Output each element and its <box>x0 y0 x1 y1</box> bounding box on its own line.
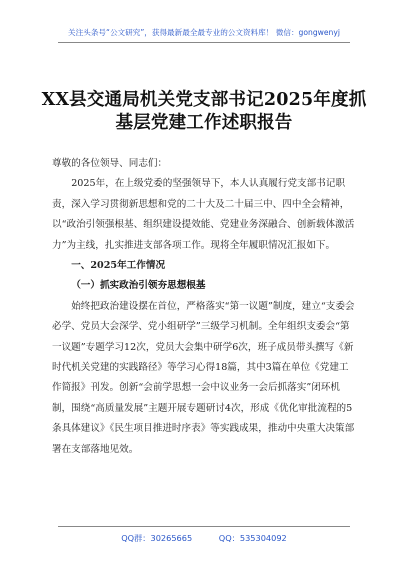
intro-paragraph: 2025年，在上级党委的坚强领导下，本人认真履行党支部书记职责，深入学习贯彻新思想和党的二十大及二十届三中、四中全会精神，以“政治引领强根基、组织建设提效能、党建业务深融合、创新载体激活力”为主线，扎实推进支部各项工作。现将全年履职情况汇报如下。 <box>52 178 355 251</box>
subsection-paragraph: 始终把政治建设摆在首位，严格落实“第一议题”制度，建立“支委会必学、党员大会深学、党小组研学”三级学习机制。全年组织支委会“第一议题”专题学习12次，党员大会集中研学6次，班子成员带头撰写《新时代机关党建的实践路径》等学习心得18篇，其中3篇在单位《党建工作简报》刊发。创新“会前学思想一会中议业务一会后抓落实”闭环机制，围绕“高质量发展”主题开展专题研讨4次，形成《优化审批流程的5条具体建议》《民生项目推进时序表》等实践成果，推动中央重大决策部署在支部落地见效。 <box>52 300 355 455</box>
document-title-line-1: XX县交通局机关党支部书记2025年度抓 <box>41 90 367 110</box>
header-promo-note: 关注头条号“公文研究”，获得最新最全最专业的公文资料库！ 微信：gongwenyj <box>68 28 340 37</box>
footer-contact <box>0 533 408 544</box>
footer-qq: QQ：535304092 <box>218 533 287 543</box>
footer-divider <box>58 526 350 527</box>
subsection-heading: （一）抓实政治引领夯思想根基 <box>71 280 206 292</box>
document-body <box>52 154 356 460</box>
section-heading: 一、2025年工作情况 <box>71 260 166 272</box>
header-divider <box>58 42 350 43</box>
footer-qq-group: QQ群：30265665 <box>121 533 193 543</box>
salutation: 尊敬的各位领导、同志们： <box>52 158 168 169</box>
document-title-line-2: 基层党建工作述职报告 <box>115 113 293 133</box>
